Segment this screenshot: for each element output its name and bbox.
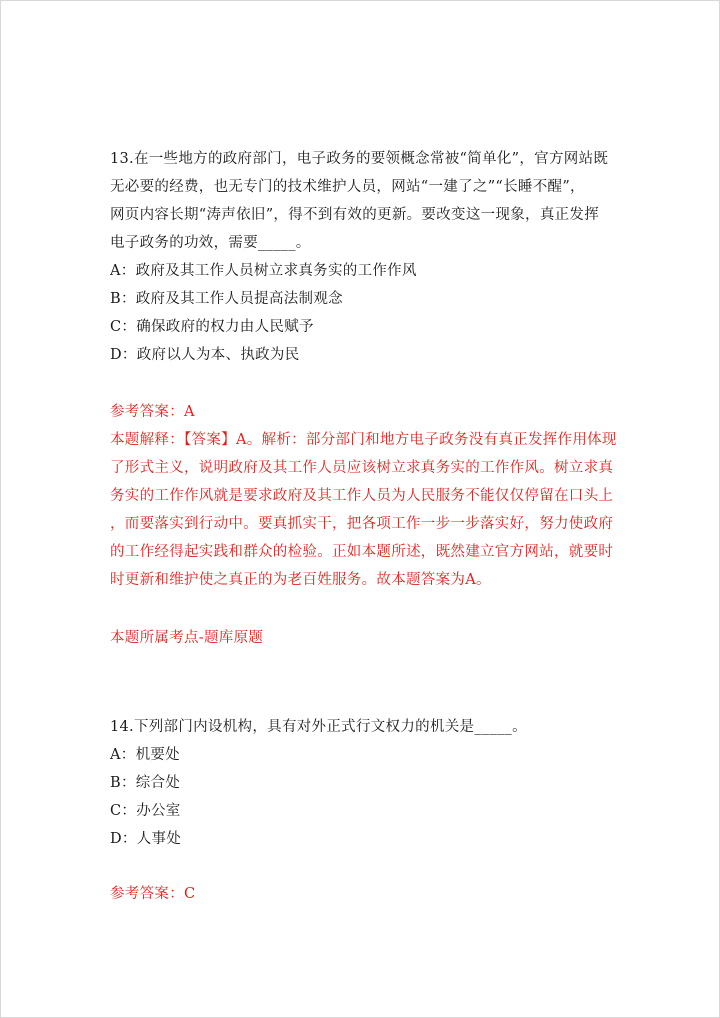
option-a: A：政府及其工作人员树立求真务实的工作作风: [110, 263, 417, 279]
explanation-line: 本题解释：【答案】A。解析：部分部门和地方电子政务没有真正发挥作用体现: [110, 432, 617, 448]
option-d: D：政府以人为本、执政为民: [110, 347, 300, 363]
explanation-line: 务实的工作作风就是要求政府及其工作人员为人民服务不能仅仅停留在口头上: [110, 488, 614, 504]
answer-section-13: [110, 398, 615, 594]
explanation-line: 的工作经得起实践和群众的检验。正如本题所述，既然建立官方网站，就要时: [110, 544, 614, 560]
reference-answer: 参考答案：C: [110, 886, 196, 902]
option-a: A：机要处: [110, 747, 180, 763]
option-b: B：政府及其工作人员提高法制观念: [110, 291, 343, 307]
question-14: [110, 713, 615, 853]
question-stem-line: 无必要的经费，也无专门的技术维护人员，网站“一建了之”“长睡不醒”，: [110, 179, 585, 195]
question-13: [110, 145, 615, 369]
question-stem-line: 13.在一些地方的政府部门，电子政务的要领概念常被“简单化”，官方网站既: [110, 151, 609, 167]
topic-section-13: [110, 624, 615, 652]
explanation-line: 了形式主义，说明政府及其工作人员应该树立求真务实的工作作风。树立求真: [110, 460, 614, 476]
option-b: B：综合处: [110, 775, 181, 791]
topic-label: 本题所属考点-题库原题: [110, 630, 264, 646]
option-d: D：人事处: [110, 831, 182, 847]
question-stem-line: 电子政务的功效，需要_____。: [110, 235, 311, 251]
explanation-line: 时更新和维护使之真正的为老百姓服务。故本题答案为A。: [110, 572, 491, 588]
question-stem-line: 网页内容长期“涛声依旧”，得不到有效的更新。要改变这一现象，真正发挥: [110, 207, 600, 223]
question-stem-line: 14.下列部门内设机构，具有对外正式行文权力的机关是_____。: [110, 719, 527, 735]
explanation-line: ，而要落实到行动中。要真抓实干，把各项工作一步一步落实好，努力使政府: [110, 516, 614, 532]
option-c: C：办公室: [110, 803, 181, 819]
answer-section-14: [110, 880, 615, 908]
option-c: C：确保政府的权力由人民赋予: [110, 319, 314, 335]
reference-answer: 参考答案：A: [110, 404, 195, 420]
